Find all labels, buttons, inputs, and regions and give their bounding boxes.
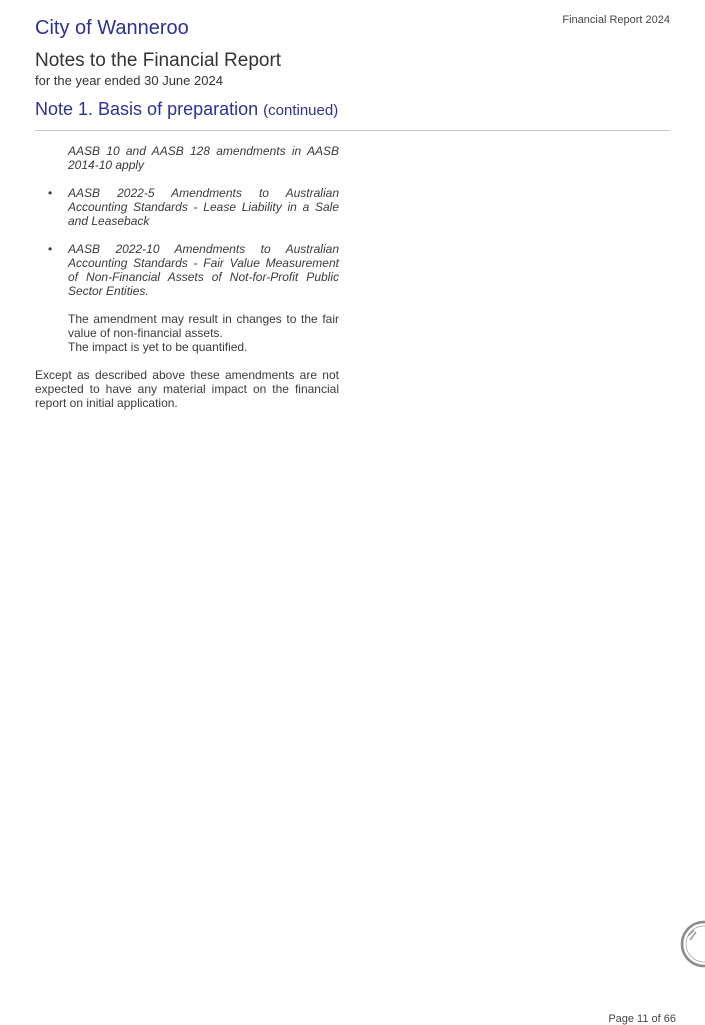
seal-icon [680, 920, 705, 968]
body-column [35, 144, 339, 410]
bullet-icon: • [48, 186, 53, 200]
section-subtitle: for the year ended 30 June 2024 [35, 73, 223, 88]
list-item-text: AASB 2022-10 Amendments to Australian Accounting Standards - Fair Value Measurement of Non-Financial Assets of Not-for-Profit Public Sector Entities. [68, 242, 339, 298]
divider [35, 130, 670, 131]
impact-text: The amendment may result in changes to the fair value of non-financial assets. [68, 312, 339, 340]
impact-note: The impact is yet to be quantified. [68, 340, 248, 354]
report-label: Financial Report 2024 [562, 14, 670, 26]
section-title: Notes to the Financial Report [35, 50, 282, 71]
list-item [35, 186, 339, 228]
note-title: Note 1. Basis of preparation [35, 99, 259, 119]
bullet-icon: • [48, 242, 53, 256]
note-continued: (continued) [263, 102, 339, 119]
org-title: City of Wanneroo [35, 17, 189, 39]
page-number: Page 11 of 66 [608, 1013, 676, 1025]
closing-paragraph: Except as described above these amendments are not expected to have any material impact on the financial report on initial application. [35, 368, 339, 410]
note-heading [35, 99, 338, 120]
intro-item: AASB 10 and AASB 128 amendments in AASB 2014-10 apply [68, 144, 339, 172]
list-item-text: AASB 2022-5 Amendments to Australian Accounting Standards - Lease Liability in a Sale and Leaseback [68, 186, 339, 228]
list-item [35, 242, 339, 298]
